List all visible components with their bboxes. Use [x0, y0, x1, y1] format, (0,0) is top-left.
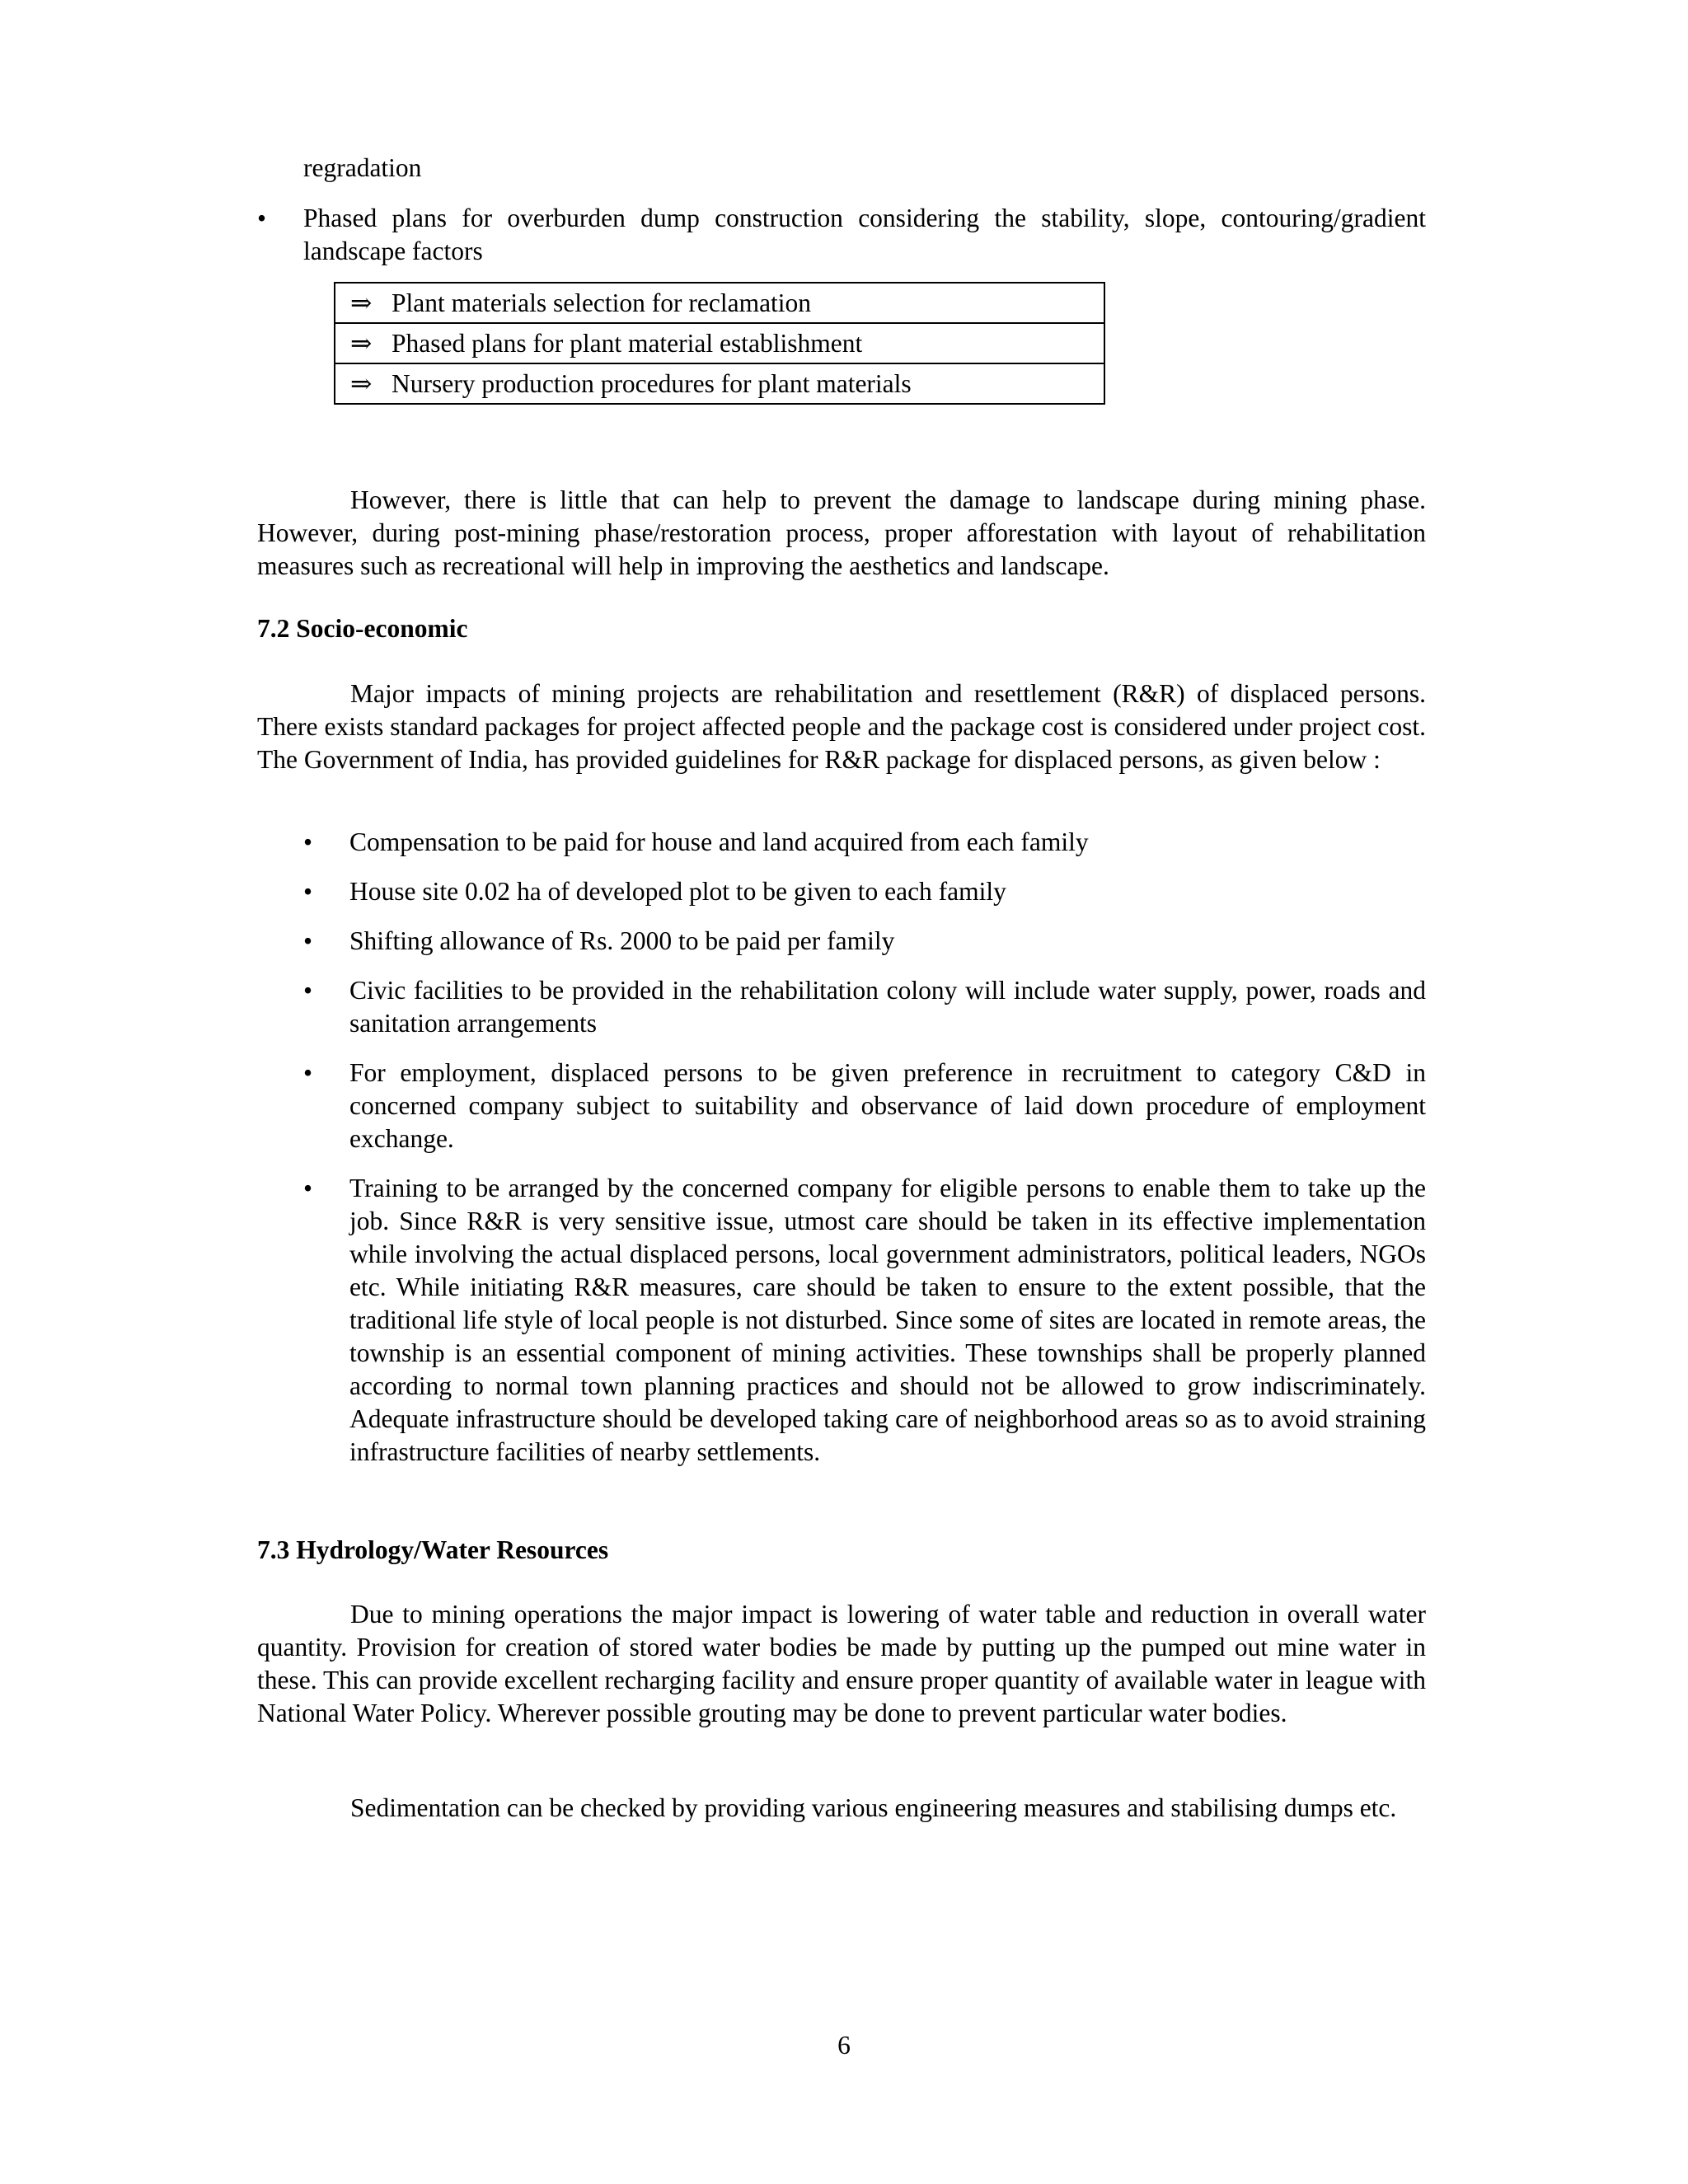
right-arrow-icon: ⇒ [350, 369, 373, 398]
bullet-icon: • [257, 204, 267, 232]
box-cell [335, 323, 1104, 363]
plant-materials-box [334, 282, 1105, 405]
bullet-text: Phased plans for overburden dump construction considering the stability, slope, contouring/gradient landscape factors [303, 204, 1426, 265]
landscape-paragraph: However, there is little that can help to prevent the damage to landscape during mining phase. However, during post-mining phase/restoration process, proper afforestation with layout of rehabilitation measures such as recreational will help in improving the aesthetics and landscape. [257, 485, 1426, 580]
bullet-item [257, 202, 1426, 268]
box-item-text: Nursery production procedures for plant materials [392, 369, 912, 398]
list-item [303, 925, 1426, 958]
sedimentation-paragraph: Sedimentation can be checked by providing various engineering measures and stabilising dumps etc. [350, 1793, 1397, 1822]
right-arrow-icon: ⇒ [350, 329, 373, 358]
list-item-text: Shifting allowance of Rs. 2000 to be paid per family [349, 926, 895, 955]
box-cell [335, 283, 1104, 323]
bullet-icon: • [303, 976, 313, 1005]
box-row [335, 363, 1104, 404]
continuation-text: regradation [303, 153, 422, 182]
section-heading-hydrology: 7.3 Hydrology/Water Resources [257, 1535, 609, 1564]
list-item [303, 826, 1426, 859]
bullet-icon: • [303, 877, 313, 906]
list-item [303, 1057, 1426, 1155]
rr-guidelines-list [303, 826, 1426, 1485]
box-cell [335, 363, 1104, 404]
bullet-icon: • [303, 926, 313, 955]
list-item-text: Civic facilities to be provided in the rehabilitation colony will include water supply, power, roads and sanitation arrangements [349, 976, 1426, 1038]
list-item [303, 875, 1426, 908]
box-item-text: Plant materials selection for reclamation [392, 288, 812, 317]
page-number: 6 [837, 2031, 851, 2060]
list-item [303, 1172, 1426, 1469]
box-row [335, 283, 1104, 323]
bullet-icon: • [303, 1174, 313, 1202]
list-item-text: For employment, displaced persons to be given preference in recruitment to category C&D in concerned company subject to suitability and observance of laid down procedure of employment exchange. [349, 1058, 1426, 1153]
socio-economic-intro: Major impacts of mining projects are rehabilitation and resettlement (R&R) of displaced persons. There exists standard packages for project affected people and the package cost is considered under project cost. The Government of India, has provided guidelines for R&R package for displaced persons, as given below : [257, 679, 1426, 774]
list-item-text: House site 0.02 ha of developed plot to be given to each family [349, 877, 1006, 906]
section-heading-socio-economic: 7.2 Socio-economic [257, 614, 468, 643]
hydrology-paragraph: Due to mining operations the major impact is lowering of water table and reduction in overall water quantity. Provision for creation of stored water bodies be made by putting up the pumped out mine water in these. This can provide excellent recharging facility and ensure proper quantity of available water in league with National Water Policy. Wherever possible grouting may be done to prevent particular water bodies. [257, 1600, 1426, 1727]
list-item-text: Training to be arranged by the concerned company for eligible persons to enable them to take up the job. Since R&R is very sensitive issue, utmost care should be taken in its effective implementation while involving the actual displaced persons, local government administrators, political leaders, NGOs etc. While initiating R&R measures, care should be taken to ensure to the extent possible, that the traditional life style of local people is not disturbed. Since some of sites are located in remote areas, the township is an essential component of mining activities. These townships shall be properly planned according to normal town planning practices and should not be allowed to grow indiscriminately. Adequate infrastructure should be developed taking care of neighborhood areas so as to avoid straining infrastructure facilities of nearby settlements. [349, 1174, 1426, 1466]
list-item-text: Compensation to be paid for house and land acquired from each family [349, 827, 1089, 856]
box-row [335, 323, 1104, 363]
right-arrow-icon: ⇒ [350, 288, 373, 317]
bullet-icon: • [303, 827, 313, 856]
box-item-text: Phased plans for plant material establishment [392, 329, 863, 358]
bullet-icon: • [303, 1058, 313, 1087]
list-item [303, 974, 1426, 1040]
